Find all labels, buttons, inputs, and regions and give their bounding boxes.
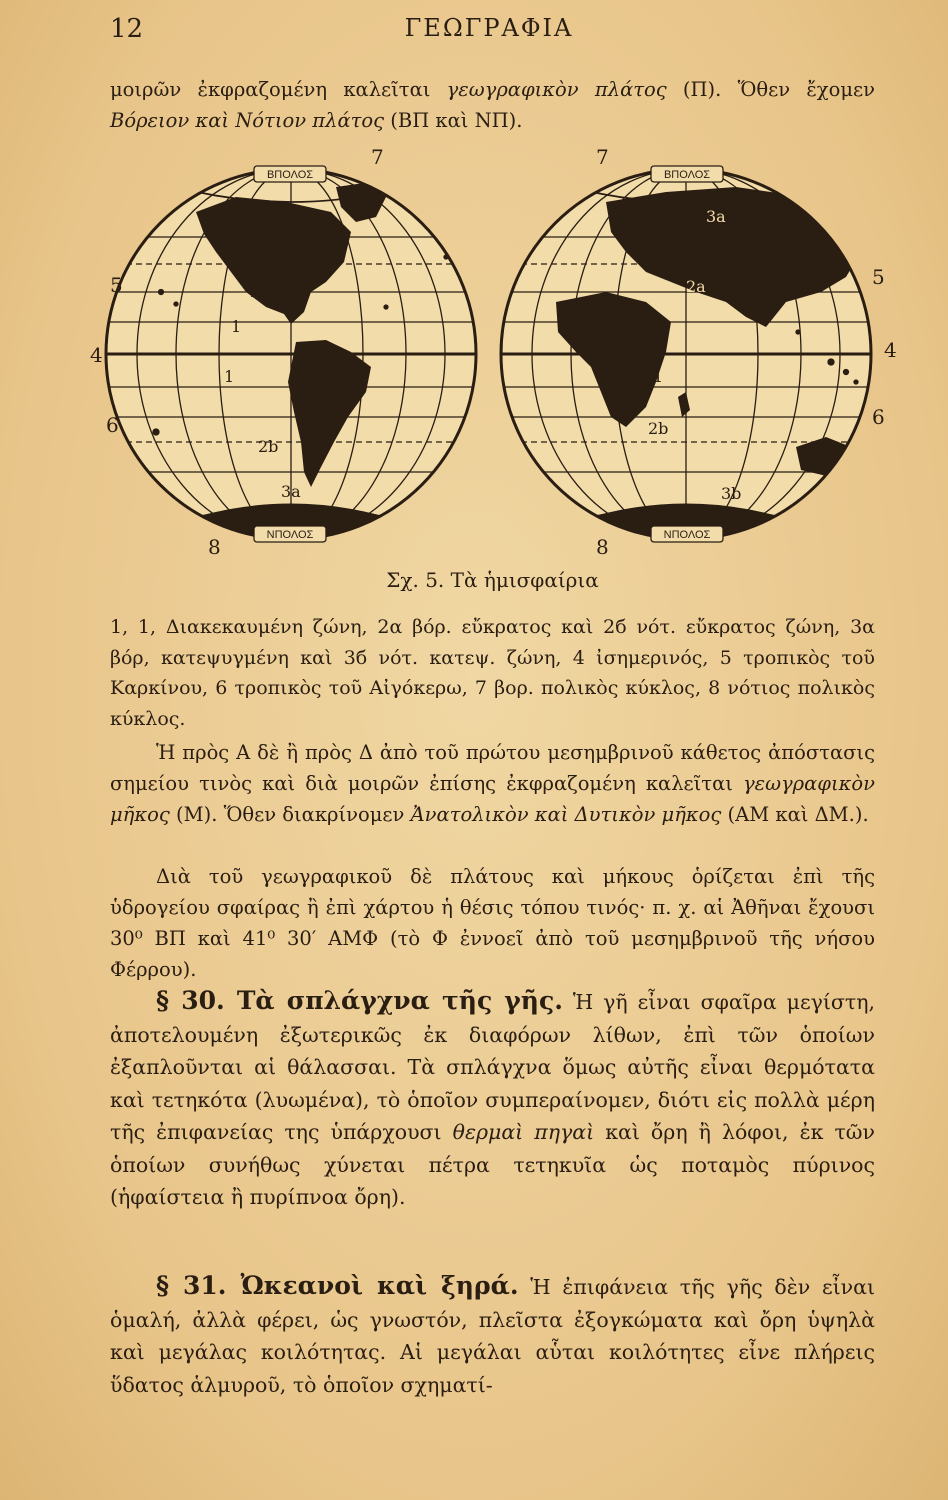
longitude-text-a: Ἡ πρὸς Α δὲ ἢ πρὸς Δ ἀπὸ τοῦ πρώτου μεσημβρινοῦ κάθετος ἀπόστασις σημείου τινὸς καὶ διὰ μοιρῶν ἐπίσης ἐκφραζομένη καλεῖται: [110, 741, 875, 795]
term-east-west-longitude: Ἀνατολικὸν καὶ Δυτικὸν μῆκος: [410, 803, 722, 826]
western-hemisphere: [90, 145, 476, 559]
left-num-8: 8: [208, 535, 221, 559]
figure-legend: 1, 1, Διακεκαυμένη ζώνη, 2α βόρ. εὔκρατος καὶ 2б νότ. εὔκρατος ζώνη, 3α βόρ, κατεψυγμένη καὶ 3б νότ. κατεψ. ζώνη, 4 ἰσημερινός, 5 τροπικὸς τοῦ Καρκίνου, 6 τροπικὸς τοῦ Αἰγόκερω, 7 βορ. πολικὸς κύκλος, 8 νότιος πολικὸς κύκλος.: [110, 616, 875, 730]
south-pole-label-right: ΝΠΟΛΟΣ: [663, 529, 711, 541]
section-30: [110, 985, 875, 1214]
left-zone-1-lower: 1: [224, 367, 235, 386]
figure-caption: Σχ. 5. Τὰ ἡμισφαίρια: [386, 568, 599, 592]
section-31-body: Ἡ ἐπιφάνεια τῆς γῆς δὲν εἶναι ὁμαλή, ἀλλὰ φέρει, ὡς γνωστόν, πλεῖστα ἐξογκώματα καὶ ὄρη ὑψηλὰ καὶ μεγάλας κοιλότητας. Αἱ μεγάλαι αὗται κοιλότητες εἶνε πλήρεις ὕδατος ἁλμυροῦ, τὸ ὁποῖον σχηματί-: [110, 1275, 875, 1397]
right-num-7: 7: [596, 145, 609, 169]
section-30-body-a: Ἡ γῆ εἶναι σφαῖρα μεγίστη, ἀποτελουμένη ἐξωτερικῶς ἐκ διαφόρων λίθων, ἐπὶ τῶν ὁποίων ἐξαπλοῦνται αἱ θάλασσαι. Τὰ σπλάγχνα ὅμως αὐτῆς εἶναι θερμότατα καὶ τετηκότα (λυωμένα), τὸ ὁποῖον συμπεραίνομεν, διότι εἰς πολλὰ μέρη τῆς ἐπιφανείας της ὑπάρχουσι: [110, 990, 875, 1144]
term-hot-springs: θερμαὶ πηγαὶ: [452, 1120, 595, 1144]
term-north-south-latitude: Βόρειον καὶ Νότιον πλάτος: [110, 109, 385, 132]
intro-text-1c: (Π). Ὅθεν ἔχομεν: [666, 78, 875, 101]
right-zone-2a: 2a: [686, 277, 706, 296]
right-num-6: 6: [872, 405, 885, 429]
intro-text-2b: (ΒΠ καὶ ΝΠ).: [384, 109, 523, 132]
hemispheres-map: [86, 142, 898, 567]
left-num-5: 5: [110, 273, 123, 297]
section-31-number: § 31.: [156, 1271, 241, 1300]
position-paragraph: [110, 861, 875, 985]
page-header: [110, 14, 868, 50]
north-pole-label-right: ΒΠΟΛΟΣ: [663, 169, 711, 181]
page-number: 12: [110, 14, 144, 44]
longitude-text-c: (Μ). Ὅθεν διακρίνομεν: [169, 803, 411, 826]
right-zone-3a: 3a: [706, 207, 726, 226]
section-30-body-b: καὶ ὄρη ἢ λόφοι, ἐκ τῶν ὁποίων συνήθως χύνεται πέτρα τετηκυῖα ὡς ποταμὸς πύρινος (ἡφαίστεια ἢ πυρίπνοα ὄρη).: [110, 1120, 875, 1209]
right-num-4: 4: [884, 338, 897, 362]
running-title: ΓΕΩΓΡΑΦΙΑ: [404, 14, 574, 42]
right-zone-3b: 3b: [721, 484, 742, 503]
section-31: [110, 1270, 875, 1401]
left-zone-2a: 2a: [250, 282, 270, 301]
left-num-6: 6: [106, 413, 119, 437]
right-zone-1-lower: 1: [653, 367, 664, 386]
intro-paragraph: [110, 74, 875, 136]
longitude-text-e: (ΑΜ καὶ ΔΜ.).: [721, 803, 869, 826]
left-zone-3a-bottom: 3a: [281, 482, 301, 501]
right-zone-1-upper: 1: [653, 317, 664, 336]
position-text: Διὰ τοῦ γεωγραφικοῦ δὲ πλάτους καὶ μήκους ὁρίζεται ἐπὶ τῆς ὑδρογείου σφαίρας ἢ ἐπὶ χάρτου ἡ θέσις τόπου τινός· π. χ. αἱ Ἀθῆναι ἔχουσι 30⁰ ΒΠ καὶ 41⁰ 30′ ΑΜΦ (τὸ Φ ἐννοεῖ ἀπὸ τοῦ μεσημβρινοῦ τῆς νήσου Φέρρου).: [110, 865, 875, 981]
right-num-5: 5: [872, 265, 885, 289]
south-pole-label-left: ΝΠΟΛΟΣ: [266, 529, 314, 541]
hemispheres-figure: [86, 142, 898, 567]
intro-text-1a: μοιρῶν ἐκφραζομένη καλεῖται: [110, 78, 447, 101]
section-31-title: Ὠκεανοὶ καὶ ξηρά.: [240, 1271, 519, 1300]
left-zone-1-upper: 1: [231, 317, 242, 336]
term-geographic-longitude: γεωγραφικὸν μῆκος: [110, 772, 875, 826]
right-zone-2b: 2b: [648, 419, 669, 438]
longitude-paragraph: [110, 737, 875, 830]
term-geographic-latitude: γεωγραφικὸν πλάτος: [446, 78, 667, 101]
north-pole-label-left: ΒΠΟΛΟΣ: [266, 169, 314, 181]
section-30-number: § 30.: [156, 986, 237, 1015]
left-num-7: 7: [371, 145, 384, 169]
right-num-8: 8: [596, 535, 609, 559]
section-30-title: Τὰ σπλάγχνα τῆς γῆς.: [236, 986, 563, 1015]
eastern-hemisphere: [501, 145, 897, 559]
left-zone-3a-top: 3a: [286, 207, 306, 226]
left-num-4: 4: [90, 343, 103, 367]
left-zone-2b: 2b: [258, 437, 279, 456]
